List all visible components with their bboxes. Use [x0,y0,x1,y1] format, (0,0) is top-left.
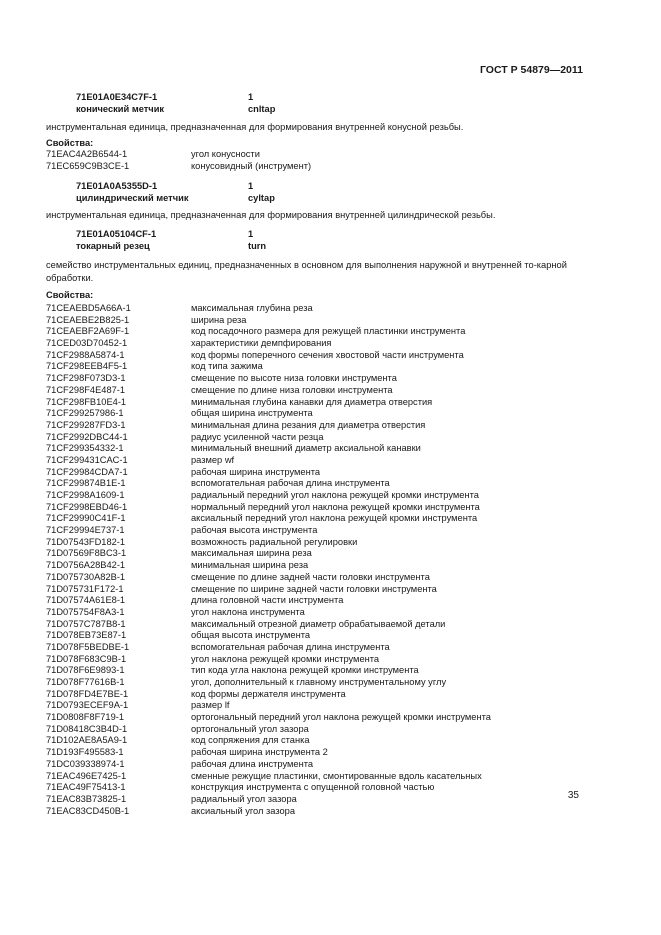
property-name: минимальная ширина реза [191,560,309,571]
property-row [46,584,586,596]
property-row [46,490,586,502]
property-row [46,338,586,350]
property-id: 71D0756A28B42-1 [46,560,126,571]
property-name: максимальная глубина реза [191,303,313,313]
property-row [46,665,586,677]
entry-name: конический метчик [76,104,165,114]
property-name: код формы поперечного сечения хвостовой части инструмента [191,349,464,360]
property-id: 71EAC83CD450B-1 [46,805,130,816]
property-name: ортогональный передний угол наклона режущей кромки инструмента [191,712,491,723]
property-id: 71CF29984CDA7-1 [46,466,128,477]
property-id: 71CF2998EBD46-1 [46,501,128,512]
property-id: 71CF299287FD3-1 [46,419,126,430]
property-id: 71D075730A82B-1 [46,571,126,582]
property-name: нормальный передний угол наклона режущей кромки инструмента [191,501,480,512]
property-name: минимальный внешний диаметр аксиальной канавки [191,443,421,454]
property-id: 71EAC83B73825-1 [46,793,127,804]
property-name: аксиальный угол зазора [191,805,296,816]
property-name: возможность радиальной регулировки [191,536,358,547]
property-id: 71CEAEBE2B825-1 [46,314,130,325]
property-row [46,595,586,607]
properties-label: Свойства: [46,138,94,148]
property-name: минимальная длина резания для диаметра отверстия [191,419,426,430]
entry-name: цилиндрический метчик [76,193,189,203]
property-name: размер lf [191,700,230,711]
property-name: размер wf [191,454,235,465]
property-row [46,326,586,338]
property-name: сменные режущие пластинки, смонтированные вдоль касательных [191,770,482,781]
property-name: рабочая ширина инструмента [191,466,321,477]
property-row [46,607,586,619]
property-row [46,315,586,327]
property-name: максимальная ширина реза [191,548,312,559]
property-name: код формы держателя инструмента [191,688,346,699]
property-id: 71D0757C787B8-1 [46,618,126,629]
property-id: 71CF299874B1E-1 [46,478,126,489]
property-name: угол наклона режущей кромки инструмента [191,653,380,664]
property-row [46,350,586,362]
property-row [46,712,586,724]
property-id: 71D0793ECEF9A-1 [46,700,129,711]
property-name: конструкция инструмента с опущенной головной частью [191,782,435,793]
property-id: 71CED03D70452-1 [46,338,128,349]
property-name: смещение по ширине задней части головки инструмента [191,583,437,594]
property-row [46,149,586,161]
property-row [46,513,586,525]
entry-num: 1 [248,92,254,102]
property-name: общая высота инструмента [191,630,311,641]
property-id: 71CF299431CAC-1 [46,454,128,465]
property-row [46,794,586,806]
property-row [46,700,586,712]
property-id: 71CEAEBD5A66A-1 [46,303,131,313]
standard-header: ГОСТ Р 54879—2011 [479,64,583,76]
property-id: 71CF299257986-1 [46,408,124,419]
property-row [46,642,586,654]
property-id: 71EC659C9B3CE-1 [46,160,130,171]
property-id: 71D08418C3B4D-1 [46,723,128,734]
property-row [46,502,586,514]
property-id: 71D078EB73E87-1 [46,630,127,641]
property-name: смещение по длине задней части головки инструмента [191,571,430,582]
property-row [46,724,586,736]
entry-code: turn [248,241,267,251]
property-name: ширина реза [191,314,247,325]
property-id: 71D07574A61E8-1 [46,595,126,606]
property-row [46,420,586,432]
property-row [46,478,586,490]
property-row [46,537,586,549]
property-id: 71CF298F073D3-1 [46,373,126,384]
property-name: характеристики демпфирования [191,338,332,349]
property-row [46,759,586,771]
property-id: 71CF2992DBC44-1 [46,431,128,442]
property-name: вспомогательная рабочая длина инструмента [191,641,390,652]
property-id: 71CF29990C41F-1 [46,513,126,524]
property-name: минимальная глубина канавки для диаметра отверстия [191,396,433,407]
entry-turning-tool [76,228,376,252]
property-row [46,630,586,642]
property-id: 71D078F6E9893-1 [46,665,125,676]
entry-code: cnltap [248,104,276,114]
property-name: радиальный угол зазора [191,793,297,804]
property-id: 71D0808F8F719-1 [46,712,125,723]
property-row [46,572,586,584]
entry-id: 71E01A0E34C7F-1 [76,92,158,102]
property-row [46,467,586,479]
entry-code: cyltap [248,193,275,203]
entry-num: 1 [248,229,254,239]
property-name: смещение по длине низа головки инструмента [191,384,393,395]
property-name: код посадочного размера для режущей пластинки инструмента [191,326,466,337]
property-name: ортогональный угол зазора [191,723,309,734]
entry-definition: семейство инструментальных единиц, предназначенных в основном для выполнения наружной и внутренней то-карной обработки. [46,260,567,283]
property-name: общая ширина инструмента [191,408,313,419]
property-id: 71D075754F8A3-1 [46,606,125,617]
property-name: угол конусности [191,149,260,159]
property-id: 71D075731F172-1 [46,583,124,594]
property-id: 71CF29994E737-1 [46,525,125,536]
turning-tool-properties [46,303,586,817]
property-id: 71D07543FD182-1 [46,536,126,547]
properties-label: Свойства: [46,290,94,300]
property-row [46,455,586,467]
property-id: 71D078FD4E7BE-1 [46,688,129,699]
property-name: радиус усиленной части резца [191,431,324,442]
property-row [46,771,586,783]
property-id: 71CF2988A5874-1 [46,349,125,360]
property-row [46,361,586,373]
property-row [46,373,586,385]
property-row [46,303,586,315]
property-name: конусовидный (инструмент) [191,160,312,171]
property-name: радиальный передний угол наклона режущей кромки инструмента [191,490,479,500]
property-id: 71D078F77616B-1 [46,677,125,687]
property-id: 71EAC49F75413-1 [46,782,126,793]
property-id: 71DC039338974-1 [46,758,125,769]
property-id: 71EAC496E7425-1 [46,770,127,781]
property-row [46,548,586,560]
property-row [46,408,586,420]
page-number: 35 [567,790,579,801]
property-row [46,654,586,666]
entry-properties [46,149,586,172]
property-name: угол наклона инструмента [191,606,305,617]
property-row [46,619,586,631]
property-name: рабочая ширина инструмента 2 [191,747,328,758]
entry-tapered-tap [76,91,376,115]
property-id: 71CF298F4E487-1 [46,384,126,395]
property-name: максимальный отрезной диаметр обрабатываемой детали [191,618,446,629]
property-name: рабочая высота инструмента [191,525,318,536]
property-name: смещение по высоте низа головки инструмента [191,373,397,384]
entry-definition: инструментальная единица, предназначенная для формирования внутренней цилиндрической резьбы. [46,210,496,220]
property-row [46,782,586,794]
property-row [46,735,586,747]
property-id: 71CF2998A1609-1 [46,490,125,500]
property-row [46,525,586,537]
property-id: 71D078F683C9B-1 [46,653,127,664]
property-id: 71D193F495583-1 [46,747,124,758]
property-id: 71D07569F8BC3-1 [46,548,127,559]
property-id: 71CF298EEB4F5-1 [46,361,128,372]
property-id: 71CF299354332-1 [46,443,124,454]
property-row [46,560,586,572]
property-row [46,806,586,818]
property-row [46,397,586,409]
property-name: угол, дополнительный к главному инструментальному углу [191,677,447,687]
entry-id: 71E01A0A5355D-1 [76,181,158,191]
property-id: 71CEAEBF2A69F-1 [46,326,130,337]
property-id: 71EAC4A2B6544-1 [46,149,128,159]
property-name: вспомогательная рабочая длина инструмента [191,478,390,489]
property-name: длина головной части инструмента [191,595,344,606]
property-name: тип кода угла наклона режущей кромки инструмента [191,665,419,676]
property-id: 71CF298FB10E4-1 [46,396,127,407]
property-row [46,385,586,397]
property-id: 71D102AE8A5A9-1 [46,735,128,746]
entry-cylindrical-tap [76,180,376,204]
property-id: 71D078F5BEDBE-1 [46,641,130,652]
entry-id: 71E01A05104CF-1 [76,229,157,239]
property-row [46,161,586,173]
property-row [46,689,586,701]
property-name: рабочая длина инструмента [191,758,314,769]
entry-name: токарный резец [76,241,150,251]
property-row [46,432,586,444]
property-row [46,677,586,689]
entry-num: 1 [248,181,254,191]
entry-definition: инструментальная единица, предназначенная для формирования внутренней конусной резьбы. [46,122,464,132]
property-row [46,747,586,759]
property-name: аксиальный передний угол наклона режущей кромки инструмента [191,513,478,524]
property-name: код типа зажима [191,361,263,372]
property-row [46,443,586,455]
property-name: код сопряжения для станка [191,735,310,746]
